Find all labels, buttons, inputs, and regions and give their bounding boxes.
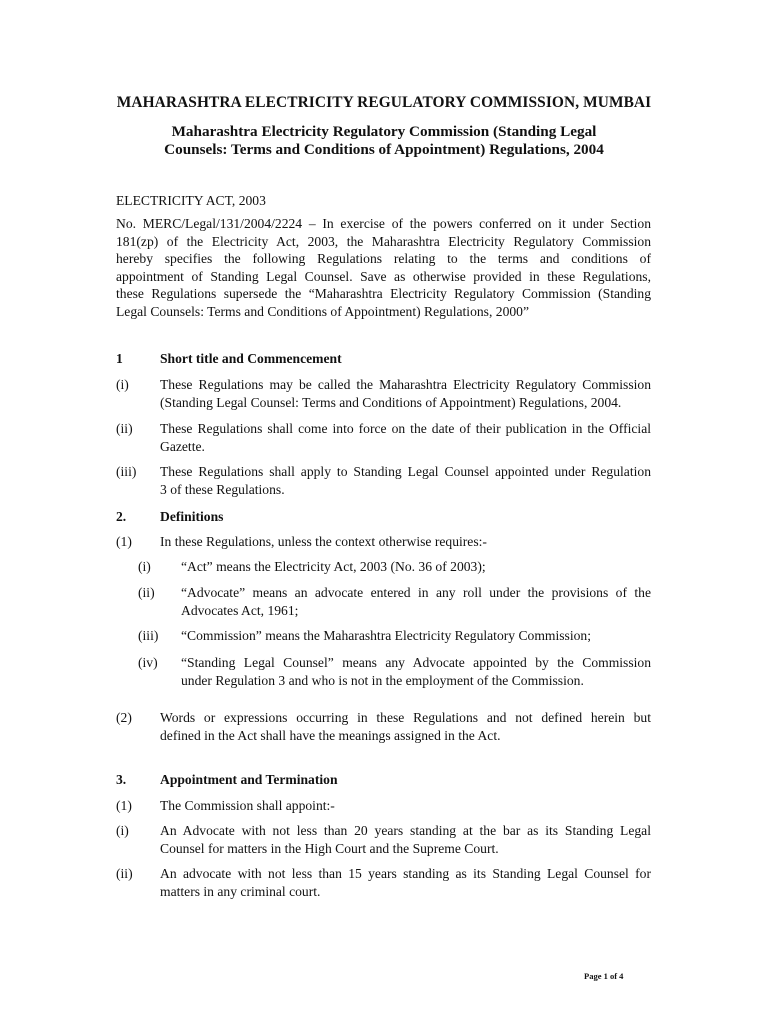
regulation-title-line-2: Counsels: Terms and Conditions of Appointment) Regulations, 2004 bbox=[164, 141, 604, 158]
item-line: These Regulations shall come into force on the date of their publication in the Official bbox=[160, 421, 651, 436]
definition-number: (ii) bbox=[138, 585, 155, 600]
definition-text: “Act” means the Electricity Act, 2003 (No. 36 of 2003); bbox=[181, 559, 486, 574]
act-heading: ELECTRICITY ACT, 2003 bbox=[116, 193, 266, 208]
section-1-title: Short title and Commencement bbox=[160, 351, 342, 366]
section-1-number: 1 bbox=[116, 351, 123, 366]
section-2-clause-text bbox=[160, 709, 651, 744]
item-line: These Regulations shall apply to Standing Legal Counsel appointed under Regulation bbox=[160, 464, 651, 479]
definition-text bbox=[181, 584, 651, 619]
regulation-title-line-1: Maharashtra Electricity Regulatory Commission (Standing Legal bbox=[171, 123, 597, 140]
clause-line: Words or expressions occurring in these Regulations and not defined herein but bbox=[160, 710, 651, 725]
section-1-item bbox=[160, 420, 651, 455]
definition-line: “Standing Legal Counsel” means any Advocate appointed by the Commission bbox=[181, 655, 651, 670]
section-3-title: Appointment and Termination bbox=[160, 772, 338, 787]
clause-line: defined in the Act shall have the meanings assigned in the Act. bbox=[160, 727, 501, 743]
item-line: matters in any criminal court. bbox=[160, 883, 321, 899]
section-2-clause-text: In these Regulations, unless the context otherwise requires:- bbox=[160, 534, 487, 549]
organization-heading: MAHARASHTRA ELECTRICITY REGULATORY COMMISSION, MUMBAI bbox=[116, 94, 652, 111]
section-2-clause-number: (2) bbox=[116, 710, 132, 725]
section-3-clause-number: (1) bbox=[116, 798, 132, 813]
section-3-clause-text: The Commission shall appoint:- bbox=[160, 798, 335, 813]
preamble-paragraph bbox=[116, 215, 651, 321]
page-number: Page 1 of 4 bbox=[584, 971, 624, 981]
definition-line: “Advocate” means an advocate entered in any roll under the provisions of the bbox=[181, 585, 651, 600]
section-1-item-number: (iii) bbox=[116, 464, 137, 479]
section-3-item-number: (ii) bbox=[116, 866, 133, 881]
section-1-item bbox=[160, 463, 651, 498]
item-line: Counsel for matters in the High Court and the Supreme Court. bbox=[160, 840, 499, 856]
definition-line: under Regulation 3 and who is not in the employment of the Commission. bbox=[181, 672, 584, 688]
preamble-line: appointment of Standing Legal Counsel. Save as otherwise provided in these Regulations, bbox=[116, 268, 651, 284]
item-line: 3 of these Regulations. bbox=[160, 481, 285, 497]
definition-text bbox=[181, 654, 651, 689]
item-line: These Regulations may be called the Maharashtra Electricity Regulatory Commission bbox=[160, 377, 651, 392]
section-2-title: Definitions bbox=[160, 509, 224, 524]
definition-number: (iii) bbox=[138, 628, 159, 643]
section-1-item-number: (i) bbox=[116, 377, 129, 392]
definition-number: (i) bbox=[138, 559, 151, 574]
section-3-item bbox=[160, 822, 651, 857]
preamble-line: hereby specifies the following Regulations relating to the terms and conditions of bbox=[116, 251, 651, 267]
section-3-item bbox=[160, 865, 651, 900]
item-line: An Advocate with not less than 20 years standing at the bar as its Standing Legal bbox=[160, 823, 651, 838]
section-1-item bbox=[160, 376, 651, 411]
definition-line: Advocates Act, 1961; bbox=[181, 602, 299, 618]
preamble-line: No. MERC/Legal/131/2004/2224 – In exercise of the powers conferred on it under Section bbox=[116, 216, 651, 231]
section-1-item-number: (ii) bbox=[116, 421, 133, 436]
definition-number: (iv) bbox=[138, 655, 158, 670]
section-2-number: 2. bbox=[116, 509, 127, 524]
section-2-clause-number: (1) bbox=[116, 534, 132, 549]
section-3-item-number: (i) bbox=[116, 823, 129, 838]
item-line: An advocate with not less than 15 years standing as its Standing Legal Counsel for bbox=[160, 866, 651, 881]
definition-text: “Commission” means the Maharashtra Electricity Regulatory Commission; bbox=[181, 628, 591, 643]
preamble-line: 181(zp) of the Electricity Act, 2003, the Maharashtra Electricity Regulatory Commission bbox=[116, 233, 651, 249]
item-line: Gazette. bbox=[160, 438, 205, 454]
item-line: (Standing Legal Counsel: Terms and Conditions of Appointment) Regulations, 2004. bbox=[160, 394, 622, 410]
preamble-line: these Regulations supersede the “Maharashtra Electricity Regulatory Commission (Standing bbox=[116, 286, 651, 302]
section-3-number: 3. bbox=[116, 772, 127, 787]
preamble-line: Legal Counsels: Terms and Conditions of Appointment) Regulations, 2000” bbox=[116, 303, 529, 319]
